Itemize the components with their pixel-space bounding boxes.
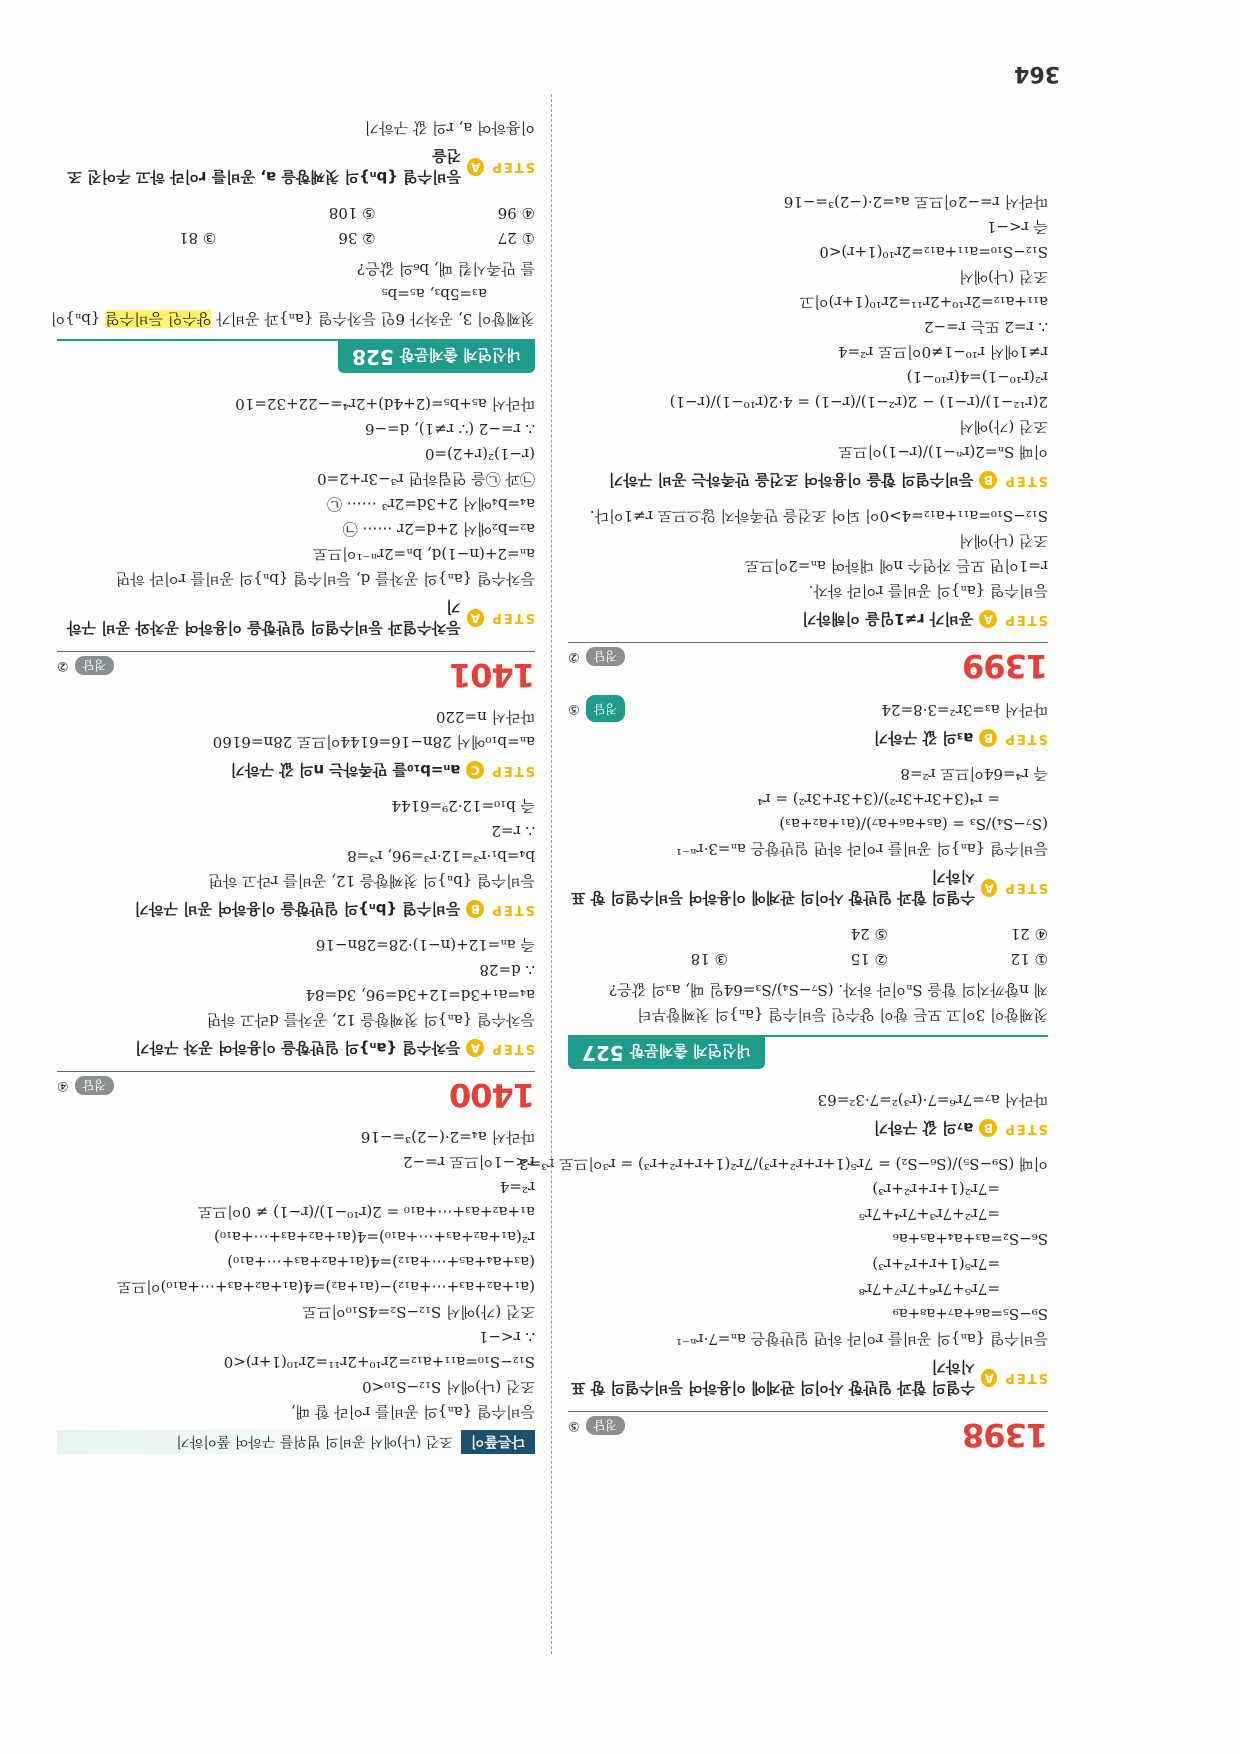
- solution-line: 즉 r<−1: [986, 218, 1048, 236]
- solution-line: ∴ r=2: [491, 822, 535, 840]
- step-letter: A: [467, 609, 485, 627]
- solution-line: a₃=5b₃, a₅=b₅: [381, 285, 487, 303]
- step-heading: [568, 728, 1048, 749]
- step-text: a₇의 값 구하기: [873, 1119, 974, 1137]
- solution-line: ∴ r<−1: [478, 1328, 535, 1346]
- step-label: STEP: [490, 610, 535, 626]
- step-text: 수열의 합과 일반항 사이의 관계에 이용하여 등비수열의 항 표시하기: [570, 1358, 975, 1397]
- solution-line: 를 만족시킬 때, b₆의 값은?: [357, 260, 535, 278]
- answer-value: ⑤: [568, 701, 580, 716]
- step-label: STEP: [490, 159, 535, 175]
- step-text: 등비수열 {bₙ}의 첫째항을 a, 공비를 r이라 하고 주어진 조건을: [67, 147, 462, 186]
- problem-number: 1400: [449, 1076, 535, 1114]
- step-label: STEP: [1003, 473, 1048, 488]
- solution-line: aₙ=b₁₀에서 28n−16=6144이므로 28n=6160: [212, 733, 535, 751]
- solution-line: aₙ=2+(n−1)d, bₙ=2rⁿ⁻¹이므로: [313, 545, 535, 563]
- solution-line: a₂=b₂에서 2+d=2r ⋯⋯ ㉠: [342, 520, 535, 538]
- choice: ④ 96: [497, 204, 535, 222]
- solution-line: =7r⁵(1+r+r²+r³): [872, 1255, 1000, 1273]
- solution-line: =7r²+7r³+7r⁴+7r⁵: [858, 1205, 1000, 1223]
- step-heading: [568, 1357, 1048, 1399]
- solution-line: 조건 (나)에서: [959, 268, 1048, 286]
- answer-value: ②: [57, 658, 69, 673]
- step-label: STEP: [1003, 612, 1048, 627]
- step-heading: [568, 609, 1048, 630]
- solution-line: =7r⁵+7r⁶+7r⁷+7r⁸: [858, 1280, 1000, 1298]
- alternative-solution-header: [57, 1430, 535, 1454]
- solution-line: = r⁴(3+3r+3r²)/(3+3r+3r²) = r⁴: [757, 790, 1000, 808]
- solution-line: 이때 (S₉−S₅)/(S₆−S₂) = 7r⁵(1+r+r²+r³)/7r²(1+r+r²+r³) = r³이므로 r³=3: [519, 1155, 1048, 1173]
- answer: [568, 647, 625, 666]
- step-heading: [568, 1118, 1048, 1139]
- solution-line: [568, 695, 1048, 722]
- solution-line: 첫째항이 3이고 모든 항이 양수인 등비수열 {aₙ}의 첫째항부터: [637, 1006, 1048, 1024]
- choice: ③ 81: [179, 229, 217, 247]
- solution-line: (a₃+a₄+a₅+⋯+a₁₂)=4(a₁+a₂+a₃+⋯+a₁₀): [227, 1253, 535, 1271]
- step-text: a₃의 값 구하기: [873, 729, 974, 747]
- answer: [568, 1416, 625, 1435]
- answer-badge: 정답: [586, 695, 625, 722]
- choice: ① 27: [497, 229, 535, 247]
- step-letter: A: [981, 879, 997, 897]
- solution-line: 등비수열 {aₙ}의 공비를 r이라 하면 일반항은 aₙ=7·rⁿ⁻¹: [675, 1330, 1048, 1348]
- related-problem-title: 내신연계 출제문항: [629, 1042, 751, 1060]
- step-text: 등비수열의 합을 이용하여 조건을 만족하는 공비 구하기: [608, 471, 974, 489]
- step-label: STEP: [1003, 880, 1048, 896]
- related-problem-number: 527: [582, 1041, 624, 1065]
- alternative-solution-label: 다른풀이: [461, 1430, 535, 1454]
- choice: ② 15: [850, 950, 888, 968]
- solution-line: (r−1)²(r+2)=0: [424, 445, 535, 463]
- related-problem-header: [57, 339, 535, 373]
- solution-line: (a₁+a₂+a₃+⋯+a₁₂)−(a₁+a₂)=4(a₁+a₂+a₃+⋯+a₁₀)이므로: [117, 1278, 535, 1296]
- solution-line: =7r²(1+r+r²+r³): [872, 1180, 1000, 1198]
- choice: ② 36: [338, 229, 376, 247]
- page-number: 364: [1014, 61, 1060, 86]
- answer-value: ②: [568, 649, 580, 664]
- step-heading: [57, 597, 535, 639]
- step-letter: B: [979, 472, 997, 490]
- choice: ① 12: [1010, 950, 1048, 968]
- step-label: STEP: [1003, 731, 1048, 746]
- step-text: 등차수열 {aₙ}의 일반항을 이용하여 공차 구하기: [135, 1039, 461, 1057]
- problem-number: 1398: [962, 1416, 1048, 1454]
- solution-line: a₄=b₄에서 2+3d=2r³ ⋯⋯ ㉡: [327, 495, 535, 513]
- answer-badge: 정답: [75, 1076, 114, 1095]
- solution-line: 즉 r⁴=64이므로 r²=8: [900, 765, 1048, 783]
- answer-value: ④: [57, 1078, 69, 1093]
- solution-line: 따라서 n=220: [435, 708, 535, 726]
- step-text: 수열의 합과 일반항 사이의 관계에 이용하여 등비수열의 항 표시하기: [570, 868, 975, 907]
- answer-choices: [568, 921, 1048, 971]
- step-label: STEP: [490, 1041, 535, 1056]
- problem-number: 1401: [449, 656, 535, 694]
- step-letter: A: [466, 1040, 484, 1058]
- problem-number: 1399: [962, 647, 1048, 685]
- solution-line: a₁+a₂+a₃+⋯+a₁₀ = 2(r¹⁰−1)/(r−1) ≠ 0이므로: [198, 1203, 535, 1221]
- solution-line: S₁₂−S₁₀=a₁₁+a₁₂=4>0이 되어 조건을 만족하지 않으므로 r≠1이다.: [589, 507, 1048, 525]
- solution-line: 따라서 a₄=2·(−2)³=−16: [360, 1128, 535, 1146]
- related-problem-label: [338, 341, 535, 373]
- solution-line: r²=4: [499, 1178, 535, 1196]
- solution-line: 등비수열 {aₙ}의 공비를 r이라 하자.: [808, 582, 1048, 600]
- line-text: 따라서 a₃=3r²=3·8=24: [881, 701, 1048, 719]
- step-letter: C: [466, 762, 484, 780]
- solution-line: 따라서 a₅+b₅=(2+4d)+2r⁴=−22+32=10: [235, 395, 535, 413]
- solution-line: 따라서 r=−2이므로 a₄=2·(−2)³=−16: [783, 193, 1048, 211]
- step-letter: B: [466, 901, 484, 919]
- text: 첫째항이 3, 공차가 6인 등차수열 {aₙ}과 공비가: [211, 310, 535, 328]
- solution-line: 조건 (나)에서 S₁₂−S₁₀<0: [362, 1378, 535, 1396]
- step-heading: [568, 867, 1048, 909]
- step-heading: [568, 470, 1048, 491]
- step-letter: B: [979, 1120, 997, 1138]
- alternative-solution-title: 조건 (나)에서 공비의 범위를 구하여 풀이하기: [176, 1433, 453, 1449]
- answer-value: ⑤: [568, 1418, 580, 1433]
- solution-line: 등비수열 {aₙ}의 공비를 r이라 할 때,: [290, 1403, 535, 1421]
- left-column: [519, 189, 1048, 1464]
- answer-badge: 정답: [586, 647, 625, 666]
- solution-line: 조건 (가)에서 S₁₂−S₂=4S₁₀이므로: [302, 1303, 535, 1321]
- answer-choices: [57, 200, 535, 250]
- step-letter: A: [981, 1369, 997, 1387]
- solution-line: S₉−S₅=a₆+a₇+a₈+a₉: [892, 1305, 1048, 1323]
- solution-line: 2(r¹²−1)/(r−1) − 2(r²−1)/(r−1) = 4·2(r¹⁰−1)/(r−1): [669, 393, 1048, 411]
- solution-line: 등차수열 {aₙ}의 공차를 d, 등비수열 {bₙ}의 공비를 r이라 하면: [115, 570, 535, 588]
- step-letter: A: [467, 158, 484, 176]
- text: {bₙ}이: [50, 310, 106, 328]
- solution-line: ∴ d=28: [479, 961, 535, 979]
- answer: [568, 695, 625, 722]
- solution-line: ∴ r=−2 (∵ r≠1), d=−6: [364, 420, 535, 438]
- step-text: 등차수열과 등비수열의 일반항을 이용하여 공차와 공비 구하기: [66, 598, 461, 637]
- right-column: [50, 115, 535, 1464]
- problem-statement: [50, 306, 535, 331]
- choice: ③ 18: [690, 950, 728, 968]
- related-problem-label: [568, 1037, 765, 1069]
- solution-line: r=1이면 모든 자연수 n에 대하여 aₙ=2이므로: [744, 557, 1048, 575]
- problem-header: [57, 651, 535, 694]
- step-label: STEP: [1003, 1370, 1048, 1386]
- answer: [57, 1076, 114, 1095]
- solution-line: 이용하여 a, r의 값 구하기: [364, 119, 535, 137]
- solution-line: r≠1에서 r¹⁰−1≠0이므로 r²=4: [838, 343, 1048, 361]
- step-letter: B: [979, 730, 997, 748]
- choice: ⑤ 108: [328, 204, 376, 222]
- solution-line: S₁₂−S₁₀=a₁₁+a₁₂=2r¹⁰+2r¹¹=2r¹⁰(1+r)<0: [223, 1353, 535, 1371]
- solution-line: r²(a₁+a₂+a₃+⋯+a₁₀)=4(a₁+a₂+a₃+⋯+a₁₀): [214, 1228, 535, 1246]
- answer-badge: 정답: [75, 656, 114, 675]
- step-text: aₙ=b₁₀를 만족하는 n의 값 구하기: [230, 761, 461, 779]
- solution-line: 등비수열 {bₙ}의 첫째항을 12, 공비를 r라고 하면: [208, 872, 535, 890]
- related-problem-number: 528: [352, 345, 394, 369]
- solution-line: 즉 aₙ=12+(n−1)·28=28n−16: [315, 936, 535, 954]
- step-heading: [57, 760, 535, 781]
- step-text: 공비가 r≠1임을 이해하기: [802, 610, 974, 628]
- problem-header: [57, 1071, 535, 1114]
- step-heading: [57, 146, 535, 188]
- solution-line: a₄=a₁+3d=12+3d=96, 3d=84: [305, 986, 535, 1004]
- problem-header: [568, 1411, 1048, 1454]
- answer-badge: 정답: [586, 1416, 625, 1435]
- choice: ④ 21: [1010, 925, 1048, 943]
- solution-line: 제 n항까지의 합을 Sₙ이라 하자. (S₇−S₄)/S₃=64일 때, a₃의 값은?: [609, 981, 1048, 999]
- solution-line: 등차수열 {aₙ}의 첫째항을 12, 공차를 d라고 하면: [206, 1011, 535, 1029]
- solution-line: a₁₁+a₁₂=2r¹⁰+2r¹¹=2r¹⁰(1+r)이고: [799, 293, 1048, 311]
- step-label: STEP: [1003, 1121, 1048, 1136]
- solution-line: r²(r¹⁰−1)=4(r¹⁰−1): [906, 368, 1048, 386]
- solution-line: 따라서 a₇=7r⁶=7·(r³)²=7·3²=63: [817, 1091, 1048, 1109]
- answer: [57, 656, 114, 675]
- solution-line: b₄=b₁·r³=12·r³=96, r³=8: [347, 847, 535, 865]
- column-divider: [551, 94, 552, 1654]
- solution-line: 등비수열 {aₙ}의 공비를 r이라 하면 일반항은 aₙ=3·rⁿ⁻¹: [675, 840, 1048, 858]
- problem-header: [568, 642, 1048, 685]
- solution-line: 조건 (가)에서: [959, 418, 1048, 436]
- solution-line: r<−1이므로 r=−2: [403, 1153, 535, 1171]
- solution-line: 즉 b₁₀=12·2⁹=6144: [391, 797, 535, 815]
- solution-line: ㉠과 ㉡을 연립하면 r³−3r+2=0: [317, 470, 535, 488]
- step-label: STEP: [490, 902, 535, 917]
- step-heading: [57, 1038, 535, 1059]
- solution-line: S₆−S₂=a₃+a₄+a₅+a₆: [892, 1230, 1048, 1248]
- step-label: STEP: [490, 763, 535, 778]
- step-text: 등비수열 {bₙ}의 일반항을 이용하여 공비 구하기: [134, 900, 461, 918]
- solution-line: ∴ r=2 또는 r=−2: [924, 318, 1048, 336]
- step-heading: [57, 899, 535, 920]
- highlighted-text: 양수인 등비수열: [105, 310, 212, 328]
- related-problem-header: [568, 1035, 1048, 1069]
- solution-line: 이때 Sₙ=2(rⁿ−1)/(r−1)이므로: [838, 443, 1048, 461]
- solution-line: 조건 (나)에서: [959, 532, 1048, 550]
- choice: ⑤ 24: [850, 925, 888, 943]
- step-letter: A: [979, 611, 997, 629]
- solution-line: S₁₂−S₁₀=a₁₁+a₁₂=2r¹⁰(1+r)<0: [819, 243, 1048, 261]
- related-problem-title: 내신연계 출제문항: [399, 346, 521, 364]
- solution-line: (S₇−S₄)/S₃ = (a₅+a₆+a₇)/(a₁+a₂+a₃): [779, 815, 1048, 833]
